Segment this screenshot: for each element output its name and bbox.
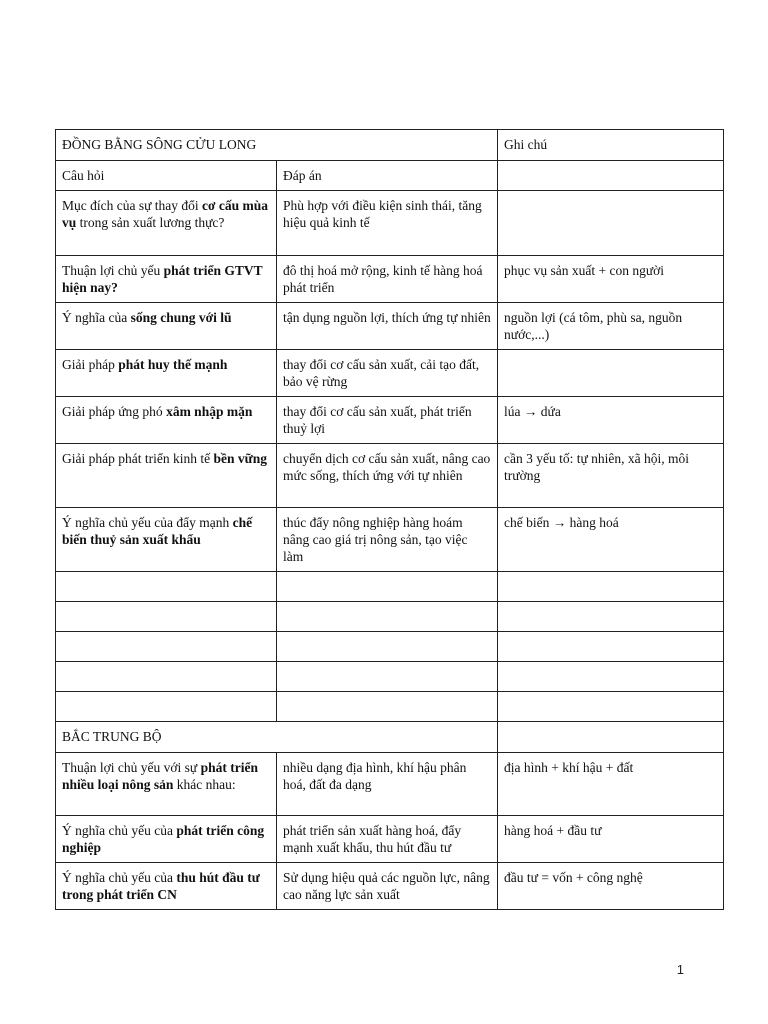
- empty-cell: [498, 722, 724, 753]
- table-row: [56, 508, 724, 572]
- empty-row: [56, 692, 724, 722]
- empty-row: [56, 572, 724, 602]
- question-cell: Thuận lợi chủ yếu với sự phát triển nhiều loại nông sản khác nhau:: [56, 753, 277, 816]
- question-cell: Giải pháp phát huy thế mạnh: [56, 350, 277, 397]
- answer-cell: đô thị hoá mở rộng, kinh tế hàng hoá phát triển: [277, 256, 498, 303]
- note-cell: [498, 191, 724, 256]
- table-row: [56, 397, 724, 444]
- section-title: BẮC TRUNG BỘ: [56, 722, 498, 753]
- table-row: [56, 191, 724, 256]
- note-cell: hàng hoá + đầu tư: [498, 816, 724, 863]
- note-cell: lúa → dứa: [498, 397, 724, 444]
- column-header-row: [56, 161, 724, 191]
- empty-row: [56, 602, 724, 632]
- note-cell: đầu tư = vốn + công nghệ: [498, 863, 724, 910]
- answer-cell: thay đổi cơ cấu sản xuất, cải tạo đất, bảo vệ rừng: [277, 350, 498, 397]
- answer-cell: chuyển dịch cơ cấu sản xuất, nâng cao mức sống, thích ứng với tự nhiên: [277, 444, 498, 508]
- question-cell: Ý nghĩa chủ yếu của đẩy mạnh chế biến thuỷ sản xuất khẩu: [56, 508, 277, 572]
- table-row: [56, 350, 724, 397]
- answer-cell: thay đổi cơ cấu sản xuất, phát triển thuỷ lợi: [277, 397, 498, 444]
- question-cell: Mục đích của sự thay đổi cơ cấu mùa vụ trong sản xuất lương thực?: [56, 191, 277, 256]
- note-cell: chế biến → hàng hoá: [498, 508, 724, 572]
- section-header-row: [56, 722, 724, 753]
- question-cell: Giải pháp phát triển kinh tế bền vững: [56, 444, 277, 508]
- question-cell: Ý nghĩa chủ yếu của thu hút đầu tư trong phát triển CN: [56, 863, 277, 910]
- empty-row: [56, 662, 724, 692]
- section-header-row: [56, 130, 724, 161]
- table-row: [56, 816, 724, 863]
- question-cell: Thuận lợi chủ yếu phát triển GTVT hiện nay?: [56, 256, 277, 303]
- note-cell: cần 3 yếu tố: tự nhiên, xã hội, môi trường: [498, 444, 724, 508]
- page-number: 1: [676, 962, 684, 977]
- note-cell: phục vụ sản xuất + con người: [498, 256, 724, 303]
- table-row: [56, 303, 724, 350]
- table-row: [56, 444, 724, 508]
- note-cell: nguồn lợi (cá tôm, phù sa, nguồn nước,...): [498, 303, 724, 350]
- table-row: [56, 256, 724, 303]
- empty-cell: [498, 161, 724, 191]
- notes-table: [55, 129, 724, 910]
- notes-header: Ghi chú: [498, 130, 724, 161]
- question-cell: Ý nghĩa chủ yếu của phát triển công nghiệp: [56, 816, 277, 863]
- answer-cell: phát triển sản xuất hàng hoá, đẩy mạnh xuất khẩu, thu hút đầu tư: [277, 816, 498, 863]
- answer-cell: Sử dụng hiệu quả các nguồn lực, nâng cao năng lực sản xuất: [277, 863, 498, 910]
- answer-header: Đáp án: [277, 161, 498, 191]
- answer-cell: Phù hợp với điều kiện sinh thái, tăng hiệu quả kinh tế: [277, 191, 498, 256]
- answer-cell: nhiều dạng địa hình, khí hậu phân hoá, đất đa dạng: [277, 753, 498, 816]
- question-header: Câu hỏi: [56, 161, 277, 191]
- answer-cell: thúc đẩy nông nghiệp hàng hoám nâng cao giá trị nông sản, tạo việc làm: [277, 508, 498, 572]
- question-cell: Ý nghĩa của sống chung với lũ: [56, 303, 277, 350]
- answer-cell: tận dụng nguồn lợi, thích ứng tự nhiên: [277, 303, 498, 350]
- note-cell: [498, 350, 724, 397]
- question-cell: Giải pháp ứng phó xâm nhập mặn: [56, 397, 277, 444]
- note-cell: địa hình + khí hậu + đất: [498, 753, 724, 816]
- table-row: [56, 753, 724, 816]
- empty-row: [56, 632, 724, 662]
- section-title: ĐỒNG BẰNG SÔNG CỬU LONG: [56, 130, 498, 161]
- table-row: [56, 863, 724, 910]
